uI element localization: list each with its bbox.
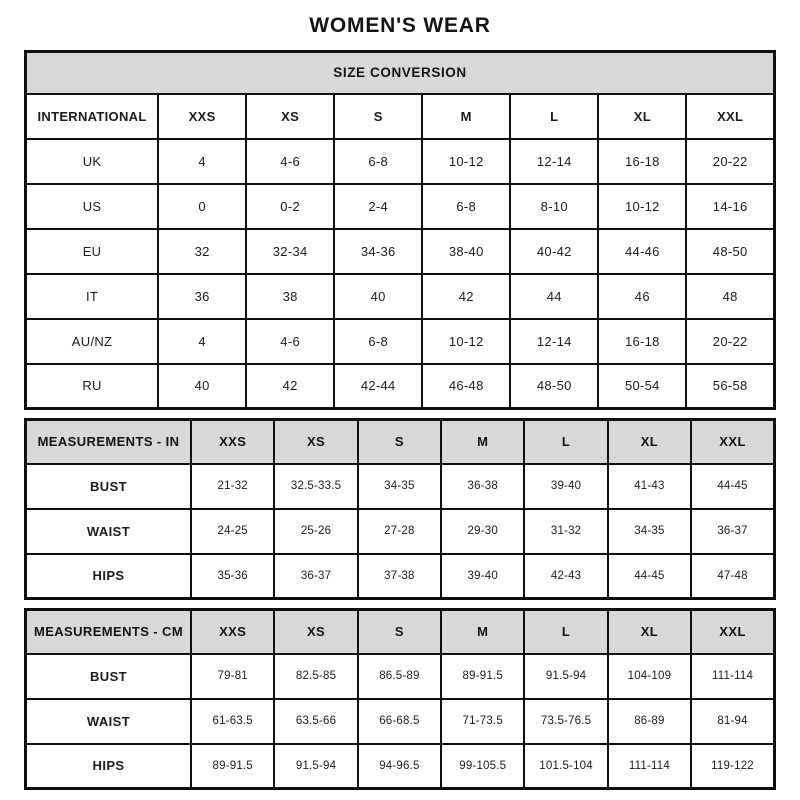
table-cell: 2-4 <box>334 184 422 229</box>
table-cell: 16-18 <box>598 319 686 364</box>
table-cell: 40-42 <box>510 229 598 274</box>
size-col-header: XS <box>274 420 357 464</box>
row-label: RU <box>26 364 159 409</box>
size-col-header: XL <box>598 94 686 139</box>
corner-label: MEASUREMENTS - CM <box>26 610 192 654</box>
table-cell: 42 <box>246 364 334 409</box>
table-cell: 48 <box>686 274 774 319</box>
size-col-header: XXL <box>691 610 774 654</box>
table-cell: 14-16 <box>686 184 774 229</box>
table-cell: 91.5-94 <box>274 744 357 789</box>
table-cell: 40 <box>334 274 422 319</box>
table-cell: 86.5-89 <box>358 654 441 699</box>
table-cell: 12-14 <box>510 139 598 184</box>
table-cell: 25-26 <box>274 509 357 554</box>
table-cell: 27-28 <box>358 509 441 554</box>
row-label: BUST <box>26 654 192 699</box>
table-cell: 111-114 <box>691 654 774 699</box>
table-cell: 6-8 <box>334 319 422 364</box>
table-cell: 34-35 <box>358 464 441 509</box>
measurements-in-header-row <box>26 420 775 464</box>
table-cell: 32.5-33.5 <box>274 464 357 509</box>
table-cell: 10-12 <box>422 139 510 184</box>
table-cell: 47-48 <box>691 554 774 599</box>
corner-label: INTERNATIONAL <box>26 94 159 139</box>
size-col-header: XXS <box>191 610 274 654</box>
size-col-header: XXS <box>191 420 274 464</box>
table-cell: 73.5-76.5 <box>524 699 607 744</box>
table-row-bust-in <box>26 464 775 509</box>
table-cell: 21-32 <box>191 464 274 509</box>
table-cell: 29-30 <box>441 509 524 554</box>
table-cell: 48-50 <box>686 229 774 274</box>
size-col-header: XL <box>608 420 691 464</box>
table-cell: 36-38 <box>441 464 524 509</box>
size-col-header: XXL <box>691 420 774 464</box>
table-cell: 39-40 <box>441 554 524 599</box>
table-cell: 36 <box>158 274 246 319</box>
table-cell: 71-73.5 <box>441 699 524 744</box>
table-row-it <box>26 274 775 319</box>
table-cell: 4-6 <box>246 319 334 364</box>
table-cell: 42 <box>422 274 510 319</box>
table-cell: 4-6 <box>246 139 334 184</box>
table-banner-row <box>26 52 775 94</box>
measurements-cm-header-row <box>26 610 775 654</box>
size-col-header: L <box>524 420 607 464</box>
table-cell: 32 <box>158 229 246 274</box>
size-col-header: S <box>358 610 441 654</box>
table-cell: 48-50 <box>510 364 598 409</box>
table-cell: 56-58 <box>686 364 774 409</box>
corner-label: MEASUREMENTS - IN <box>26 420 192 464</box>
table-row-waist-in <box>26 509 775 554</box>
table-row-hips-cm <box>26 744 775 789</box>
table-cell: 44 <box>510 274 598 319</box>
row-label: HIPS <box>26 554 192 599</box>
table-cell: 104-109 <box>608 654 691 699</box>
row-label: EU <box>26 229 159 274</box>
row-label: US <box>26 184 159 229</box>
table-cell: 111-114 <box>608 744 691 789</box>
table-row-us <box>26 184 775 229</box>
size-col-header: XXS <box>158 94 246 139</box>
table-cell: 40 <box>158 364 246 409</box>
size-col-header: S <box>334 94 422 139</box>
row-label: WAIST <box>26 509 192 554</box>
size-col-header: XS <box>274 610 357 654</box>
table-cell: 42-44 <box>334 364 422 409</box>
table-cell: 63.5-66 <box>274 699 357 744</box>
row-label: WAIST <box>26 699 192 744</box>
table-row-ru <box>26 364 775 409</box>
table-cell: 0-2 <box>246 184 334 229</box>
table-row-hips-in <box>26 554 775 599</box>
table-cell: 61-63.5 <box>191 699 274 744</box>
table-cell: 94-96.5 <box>358 744 441 789</box>
table-cell: 66-68.5 <box>358 699 441 744</box>
measurements-in-table <box>24 418 776 600</box>
table-cell: 46 <box>598 274 686 319</box>
row-label: HIPS <box>26 744 192 789</box>
table-row-uk <box>26 139 775 184</box>
size-conversion-table <box>24 50 776 410</box>
table-cell: 89-91.5 <box>441 654 524 699</box>
table-cell: 12-14 <box>510 319 598 364</box>
table-row-bust-cm <box>26 654 775 699</box>
table-cell: 10-12 <box>598 184 686 229</box>
table-cell: 44-45 <box>691 464 774 509</box>
table-cell: 4 <box>158 319 246 364</box>
table-cell: 86-89 <box>608 699 691 744</box>
table-cell: 39-40 <box>524 464 607 509</box>
table-cell: 31-32 <box>524 509 607 554</box>
table-cell: 35-36 <box>191 554 274 599</box>
size-col-header: XS <box>246 94 334 139</box>
size-col-header: L <box>510 94 598 139</box>
table-cell: 4 <box>158 139 246 184</box>
table-cell: 91.5-94 <box>524 654 607 699</box>
size-col-header: L <box>524 610 607 654</box>
table-cell: 38-40 <box>422 229 510 274</box>
table-cell: 24-25 <box>191 509 274 554</box>
table-cell: 38 <box>246 274 334 319</box>
measurements-cm-table <box>24 608 776 790</box>
table-cell: 6-8 <box>334 139 422 184</box>
table-cell: 34-36 <box>334 229 422 274</box>
table-cell: 10-12 <box>422 319 510 364</box>
table-cell: 46-48 <box>422 364 510 409</box>
table-row-aunz <box>26 319 775 364</box>
table-cell: 34-35 <box>608 509 691 554</box>
table-cell: 8-10 <box>510 184 598 229</box>
table-cell: 82.5-85 <box>274 654 357 699</box>
row-label: UK <box>26 139 159 184</box>
table-cell: 6-8 <box>422 184 510 229</box>
table-cell: 36-37 <box>691 509 774 554</box>
table-cell: 81-94 <box>691 699 774 744</box>
size-col-header: M <box>422 94 510 139</box>
table-cell: 89-91.5 <box>191 744 274 789</box>
table-cell: 20-22 <box>686 319 774 364</box>
size-col-header: XL <box>608 610 691 654</box>
table-cell: 0 <box>158 184 246 229</box>
size-col-header: XXL <box>686 94 774 139</box>
table-cell: 50-54 <box>598 364 686 409</box>
table-cell: 32-34 <box>246 229 334 274</box>
table-cell: 99-105.5 <box>441 744 524 789</box>
table-cell: 101.5-104 <box>524 744 607 789</box>
size-header-row <box>26 94 775 139</box>
row-label: BUST <box>26 464 192 509</box>
table-row-waist-cm <box>26 699 775 744</box>
size-col-header: M <box>441 420 524 464</box>
page-title: WOMEN'S WEAR <box>309 14 491 37</box>
row-label: AU/NZ <box>26 319 159 364</box>
table-cell: 41-43 <box>608 464 691 509</box>
table-cell: 79-81 <box>191 654 274 699</box>
table-cell: 119-122 <box>691 744 774 789</box>
table-row-eu <box>26 229 775 274</box>
table-cell: 37-38 <box>358 554 441 599</box>
table-cell: 44-45 <box>608 554 691 599</box>
size-col-header: M <box>441 610 524 654</box>
row-label: IT <box>26 274 159 319</box>
size-conversion-banner: SIZE CONVERSION <box>26 52 775 94</box>
table-cell: 16-18 <box>598 139 686 184</box>
table-cell: 36-37 <box>274 554 357 599</box>
table-cell: 20-22 <box>686 139 774 184</box>
table-cell: 44-46 <box>598 229 686 274</box>
size-col-header: S <box>358 420 441 464</box>
table-cell: 42-43 <box>524 554 607 599</box>
